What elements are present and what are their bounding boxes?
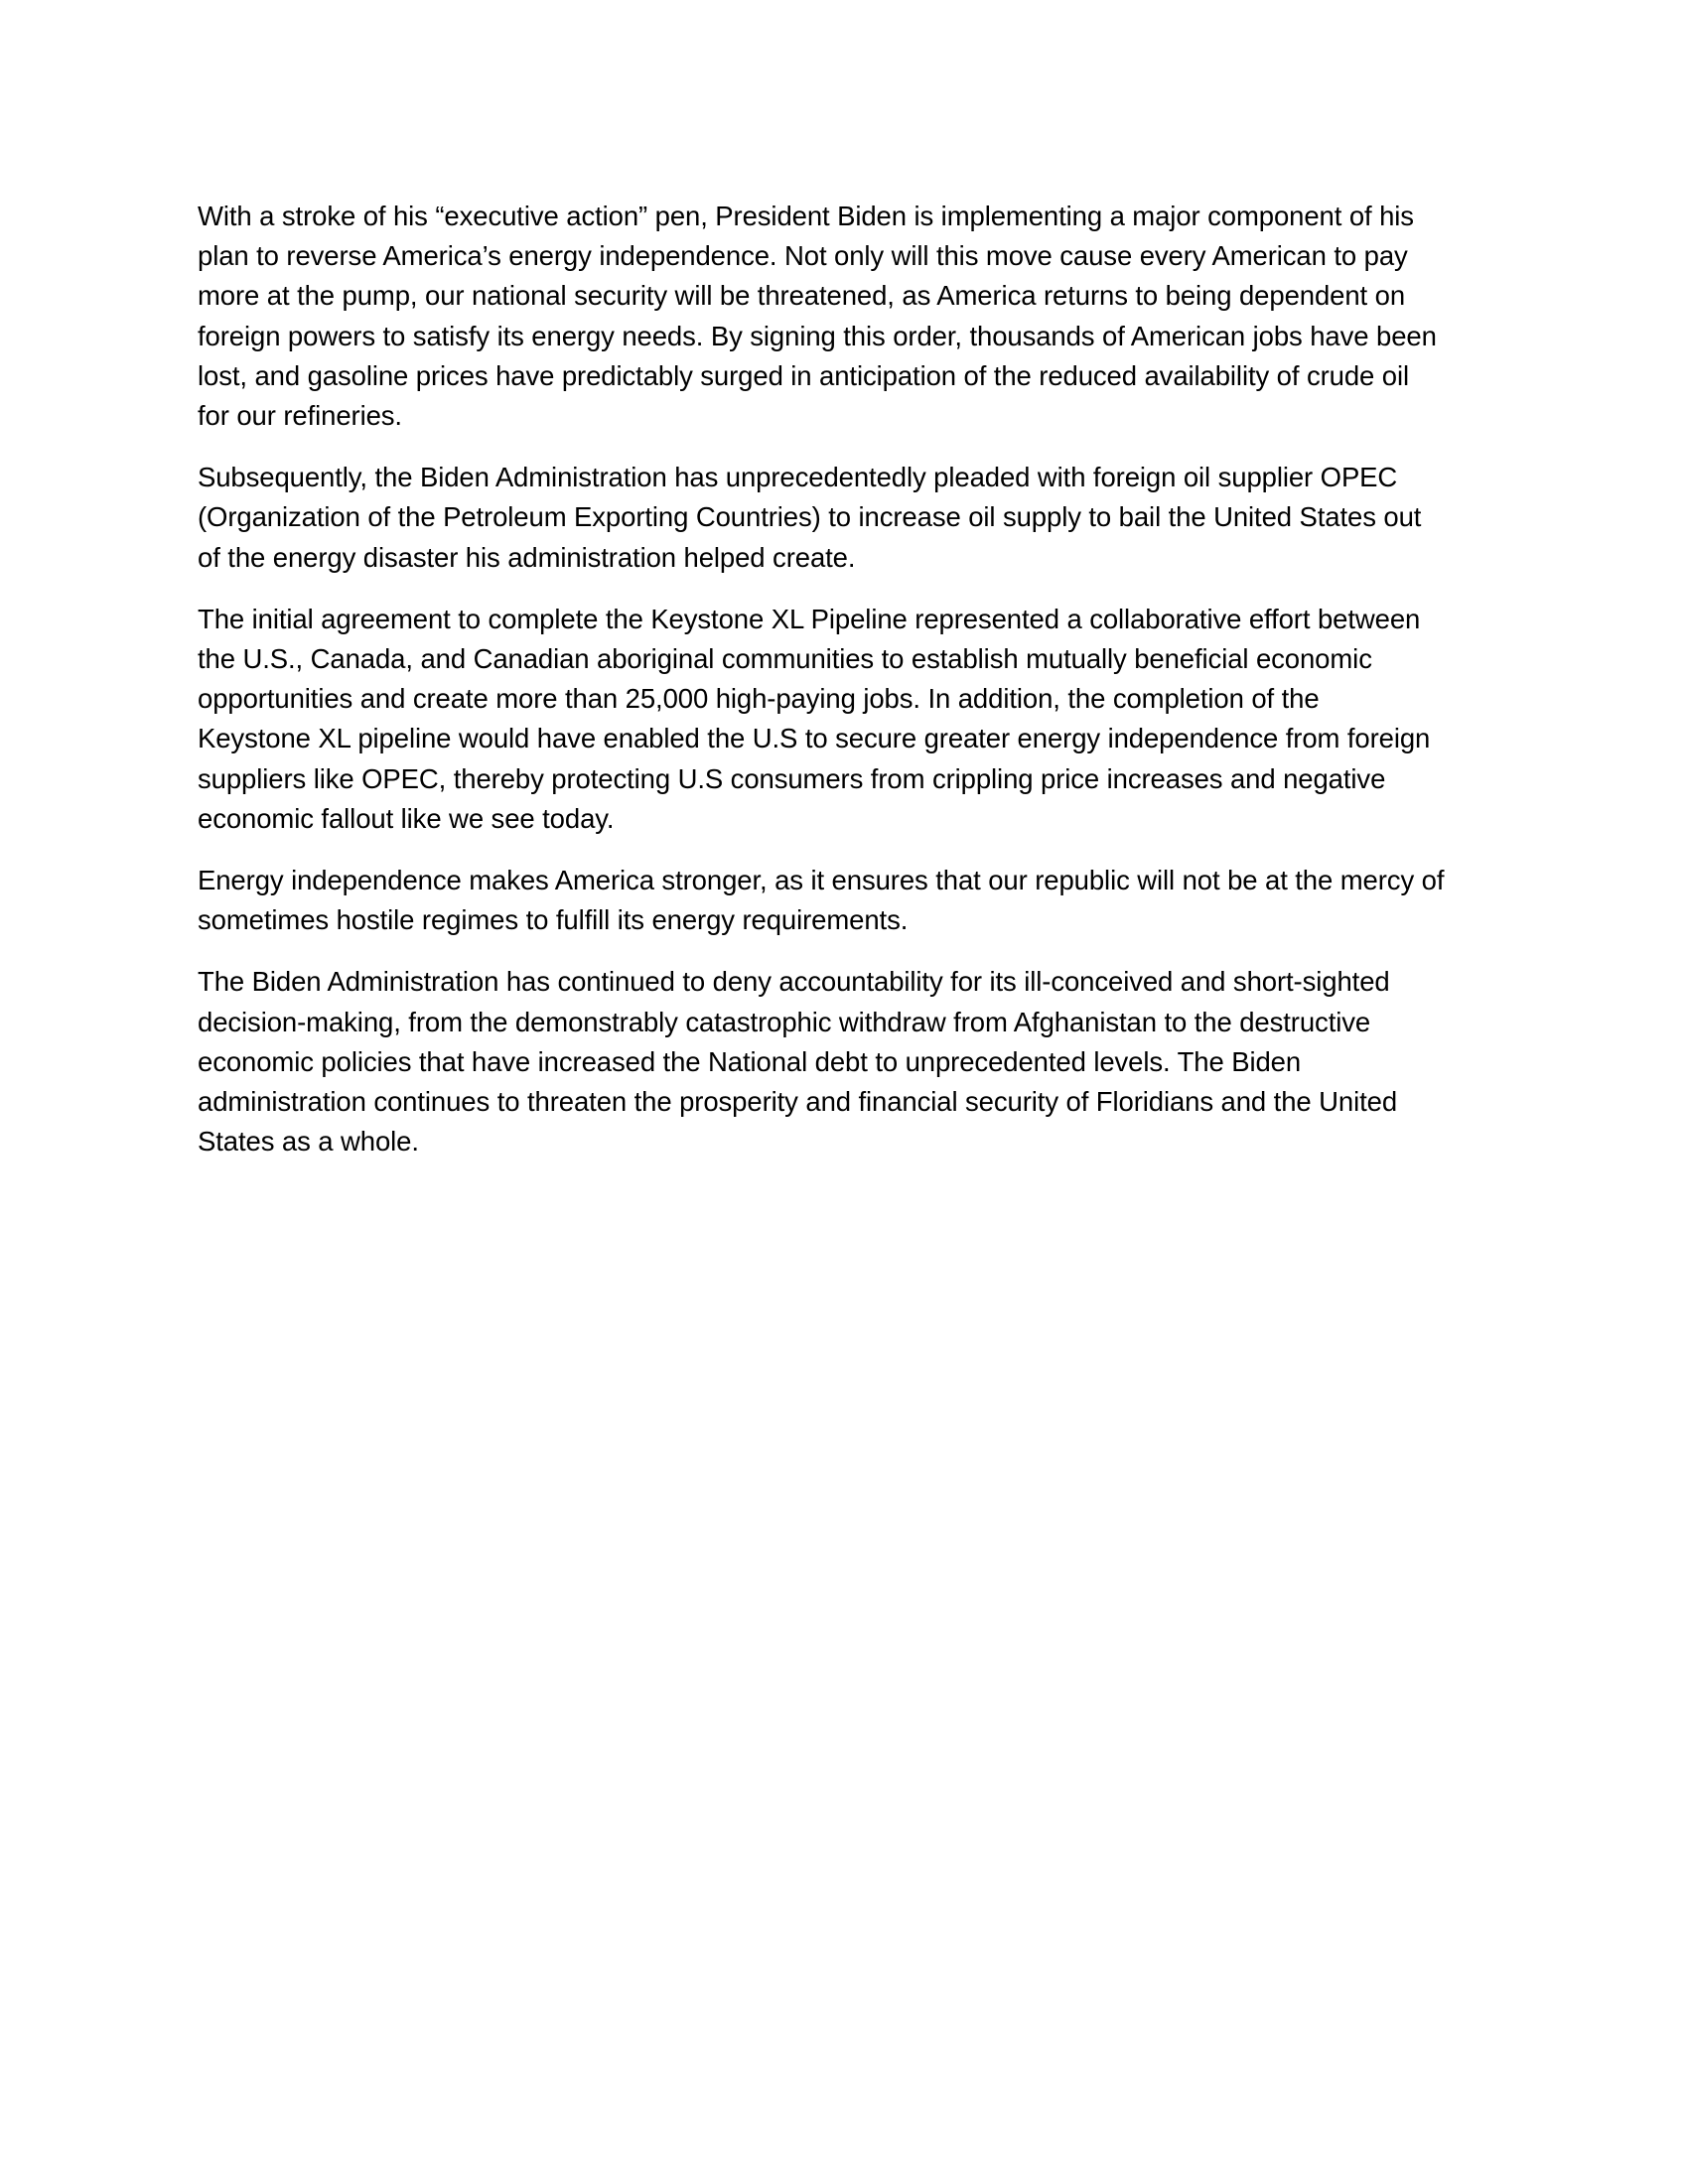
text-line: economic policies that have increased the National debt to unprecedented levels. The Biden — [198, 1045, 1302, 1077]
text-line: opportunities and create more than 25,000 high-paying jobs. In addition, the completion of the — [198, 683, 1320, 715]
paragraph-executive-action — [198, 197, 1490, 436]
paragraph-opec — [198, 458, 1490, 578]
text-line: Keystone XL pipeline would have enabled the U.S to secure greater energy independence from foreign — [198, 723, 1431, 754]
text-line: The Biden Administration has continued to deny accountability for its ill-conceived and short-sighted — [198, 966, 1390, 998]
text-line: With a stroke of his “executive action” pen, President Biden is implementing a major component of his — [198, 201, 1414, 231]
text-line: decision-making, from the demonstrably catastrophic withdraw from Afghanistan to the destructive — [198, 1006, 1371, 1037]
text-line: lost, and gasoline prices have predictably surged in anticipation of the reduced availability of crude oil — [198, 359, 1409, 391]
text-line: (Organization of the Petroleum Exporting Countries) to increase oil supply to bail the United States out — [198, 501, 1422, 533]
text-line: for our refineries. — [198, 400, 402, 432]
text-line: economic fallout like we see today. — [198, 802, 615, 834]
paragraph-energy-independence — [198, 861, 1490, 940]
text-line: the U.S., Canada, and Canadian aboriginal communities to establish mutually beneficial economic — [198, 643, 1372, 675]
text-line: Energy independence makes America stronger, as it ensures that our republic will not be at the mercy of — [198, 865, 1445, 896]
text-line: The initial agreement to complete the Keystone XL Pipeline represented a collaborative effort between — [198, 603, 1421, 634]
text-line: foreign powers to satisfy its energy needs. By signing this order, thousands of American jobs have been — [198, 320, 1437, 351]
document-body — [198, 197, 1490, 1183]
text-line: of the energy disaster his administration helped create. — [198, 541, 856, 573]
text-line: States as a whole. — [198, 1126, 419, 1158]
text-line: administration continues to threaten the prosperity and financial security of Floridians and the United — [198, 1086, 1398, 1118]
text-line: sometimes hostile regimes to fulfill its energy requirements. — [198, 904, 909, 936]
paragraph-keystone — [198, 600, 1490, 839]
text-line: Subsequently, the Biden Administration has unprecedentedly pleaded with foreign oil supplier OPEC — [198, 462, 1398, 493]
paragraph-accountability — [198, 962, 1490, 1161]
text-line: suppliers like OPEC, thereby protecting U.S consumers from crippling price increases and negative — [198, 762, 1386, 794]
text-line: plan to reverse America’s energy independence. Not only will this move cause every American to pay — [198, 240, 1408, 272]
text-line: more at the pump, our national security will be threatened, as America returns to being dependent on — [198, 280, 1406, 312]
